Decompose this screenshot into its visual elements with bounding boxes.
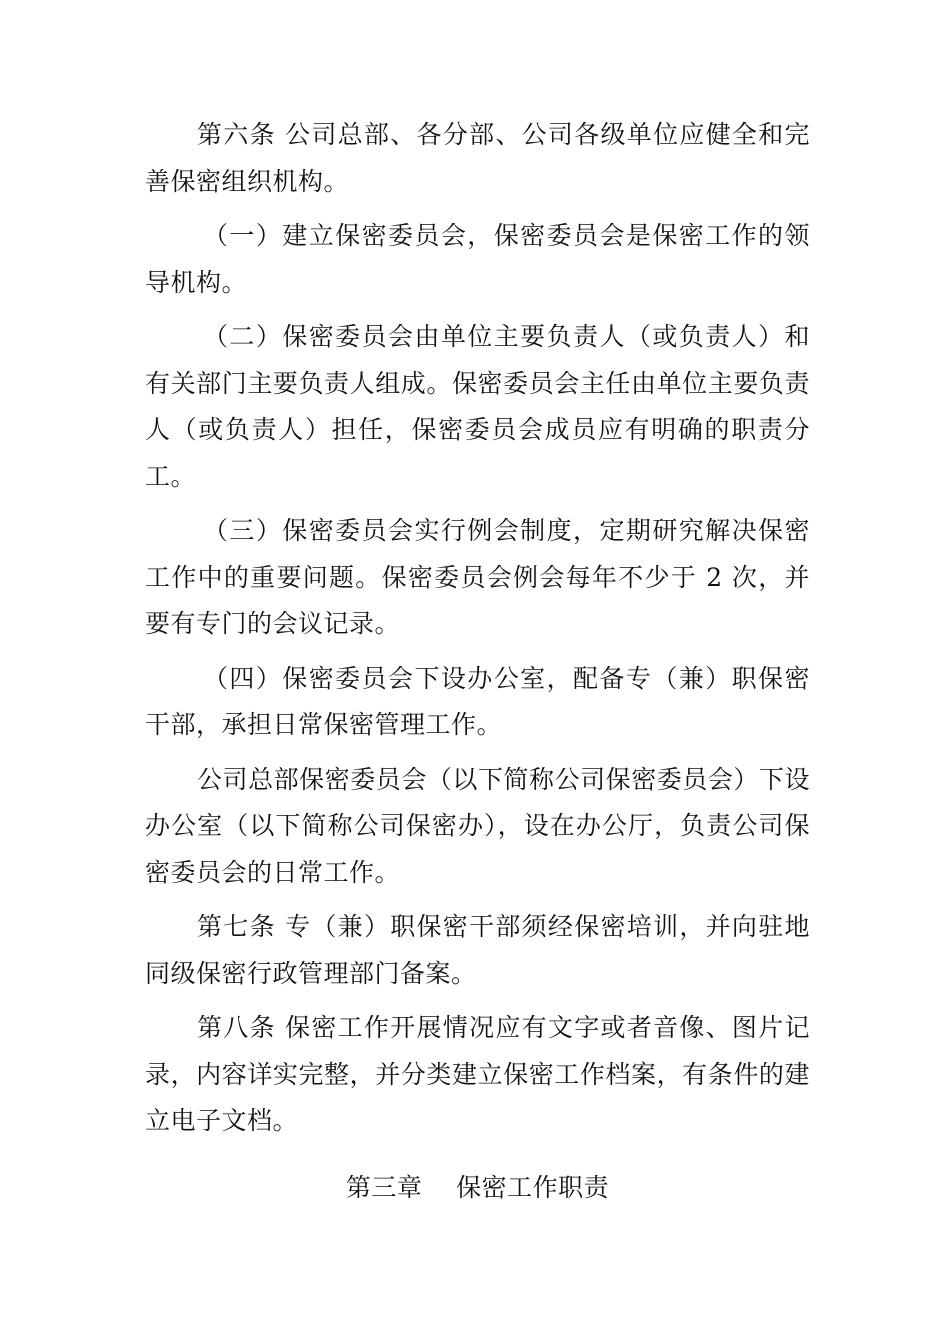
document-page xyxy=(145,112,810,1211)
article-8-paragraph: 第八条 保密工作开展情况应有文字或者音像、图片记录，内容详实完整，并分类建立保密工作档案，有条件的建立电子文档。 xyxy=(145,1013,810,1135)
clause-2-paragraph: （二）保密委员会由单位主要负责人（或负责人）和有关部门主要负责人组成。保密委员会主任由单位主要负责人（或负责人）担任，保密委员会成员应有明确的职责分工。 xyxy=(145,322,810,491)
office-paragraph: 公司总部保密委员会（以下简称公司保密委员会）下设办公室（以下简称公司保密办），设在办公厅，负责公司保密委员会的日常工作。 xyxy=(145,764,810,887)
chapter-heading: 第三章 保密工作职责 xyxy=(345,1172,610,1202)
clause-4-paragraph: （四）保密委员会下设办公室，配备专（兼）职保密干部，承担日常保密管理工作。 xyxy=(145,663,810,739)
clause-1-paragraph: （一）建立保密委员会，保密委员会是保密工作的领导机构。 xyxy=(145,221,810,297)
article-7-paragraph: 第七条 专（兼）职保密干部须经保密培训，并向驻地同级保密行政管理部门备案。 xyxy=(145,912,810,988)
article-6-paragraph: 第六条 公司总部、各分部、公司各级单位应健全和完善保密组织机构。 xyxy=(145,120,810,196)
clause-3-paragraph: （三）保密委员会实行例会制度，定期研究解决保密工作中的重要问题。保密委员会例会每年不少于 2 次，并要有专门的会议记录。 xyxy=(145,516,810,638)
